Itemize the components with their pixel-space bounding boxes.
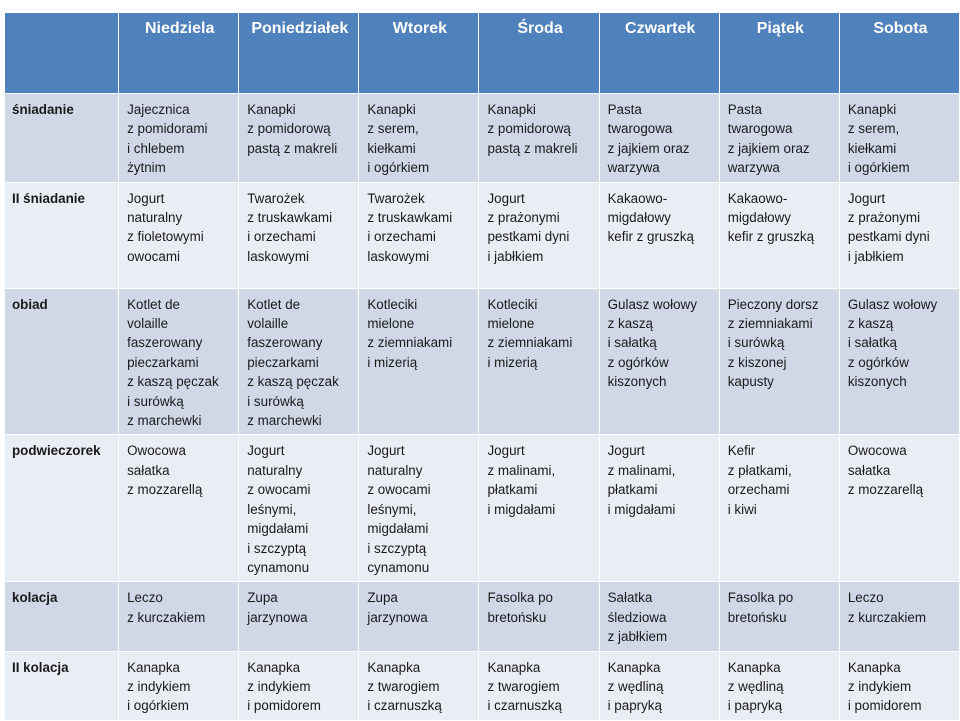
meal-label: II śniadanie <box>5 182 119 288</box>
meal-cell: Kanapka z wędliną i papryką <box>599 651 719 720</box>
meal-cell: Fasolka po bretońsku <box>719 582 839 651</box>
meal-cell: Jogurt naturalny z owocami leśnymi, migdałami i szczyptą cynamonu <box>239 435 359 582</box>
meal-cell: Sałatka śledziowa z jabłkiem <box>599 582 719 651</box>
meal-label: śniadanie <box>5 94 119 183</box>
meal-cell: Kakaowo- migdałowy kefir z gruszką <box>719 182 839 288</box>
day-header-sobota: Sobota <box>839 13 959 94</box>
meal-cell: Leczo z kurczakiem <box>839 582 959 651</box>
meal-cell: Leczo z kurczakiem <box>119 582 239 651</box>
meal-cell: Kotleciki mielone z ziemniakami i mizerią <box>359 288 479 435</box>
meal-cell: Kanapka z wędliną i papryką <box>719 651 839 720</box>
meal-cell: Zupa jarzynowa <box>239 582 359 651</box>
day-header-niedziela: Niedziela <box>119 13 239 94</box>
meal-cell: Zupa jarzynowa <box>359 582 479 651</box>
meal-cell: Kanapki z serem, kiełkami i ogórkiem <box>359 94 479 183</box>
header-row <box>5 13 960 94</box>
meal-row-ii-sniadanie <box>5 182 960 288</box>
day-header-wtorek: Wtorek <box>359 13 479 94</box>
day-header-czwartek: Czwartek <box>599 13 719 94</box>
meal-cell: Kotlet de volaille faszerowany pieczarkami z kaszą pęczak i surówką z marchewki <box>239 288 359 435</box>
meal-cell: Owocowa sałatka z mozzarellą <box>839 435 959 582</box>
meal-cell: Kanapki z pomidorową pastą z makreli <box>479 94 599 183</box>
meal-cell: Jogurt z malinami, płatkami i migdałami <box>479 435 599 582</box>
meal-cell: Gulasz wołowy z kaszą i sałatką z ogórków kiszonych <box>839 288 959 435</box>
meal-row-sniadanie <box>5 94 960 183</box>
meal-cell: Jogurt z prażonymi pestkami dyni i jabłkiem <box>479 182 599 288</box>
meal-cell: Owocowa sałatka z mozzarellą <box>119 435 239 582</box>
meal-cell: Jogurt naturalny z fioletowymi owocami <box>119 182 239 288</box>
meal-cell: Fasolka po bretońsku <box>479 582 599 651</box>
meal-cell: Pieczony dorsz z ziemniakami i surówką z kiszonej kapusty <box>719 288 839 435</box>
meal-cell: Kefir z płatkami, orzechami i kiwi <box>719 435 839 582</box>
meal-cell: Kanapki z pomidorową pastą z makreli <box>239 94 359 183</box>
day-header-poniedzialek: Poniedziałek <box>239 13 359 94</box>
meal-cell: Pasta twarogowa z jajkiem oraz warzywa <box>719 94 839 183</box>
meal-cell: Jogurt naturalny z owocami leśnymi, migdałami i szczyptą cynamonu <box>359 435 479 582</box>
meal-cell: Kanapka z indykiem i pomidorem <box>839 651 959 720</box>
meal-cell: Kanapka z indykiem i ogórkiem <box>119 651 239 720</box>
day-header-piatek: Piątek <box>719 13 839 94</box>
meal-label: podwieczorek <box>5 435 119 582</box>
meal-row-ii-kolacja <box>5 651 960 720</box>
meal-cell: Kanapka z twarogiem i czarnuszką <box>479 651 599 720</box>
header-corner <box>5 13 119 94</box>
meal-row-kolacja <box>5 582 960 651</box>
meal-cell: Twarożek z truskawkami i orzechami laskowymi <box>359 182 479 288</box>
meal-cell: Twarożek z truskawkami i orzechami laskowymi <box>239 182 359 288</box>
meal-row-podwieczorek <box>5 435 960 582</box>
meal-cell: Kanapka z indykiem i pomidorem <box>239 651 359 720</box>
meal-cell: Kanapki z serem, kiełkami i ogórkiem <box>839 94 959 183</box>
meal-row-obiad <box>5 288 960 435</box>
meal-cell: Gulasz wołowy z kaszą i sałatką z ogórków kiszonych <box>599 288 719 435</box>
meal-cell: Jajecznica z pomidorami i chlebem żytnim <box>119 94 239 183</box>
meal-cell: Kotlet de volaille faszerowany pieczarkami z kaszą pęczak i surówką z marchewki <box>119 288 239 435</box>
meal-cell: Kanapka z twarogiem i czarnuszką <box>359 651 479 720</box>
meal-label: obiad <box>5 288 119 435</box>
meal-cell: Kotleciki mielone z ziemniakami i mizerią <box>479 288 599 435</box>
meal-cell: Jogurt z malinami, płatkami i migdałami <box>599 435 719 582</box>
meal-label: kolacja <box>5 582 119 651</box>
meal-cell: Jogurt z prażonymi pestkami dyni i jabłkiem <box>839 182 959 288</box>
meal-cell: Kakaowo- migdałowy kefir z gruszką <box>599 182 719 288</box>
day-header-sroda: Środa <box>479 13 599 94</box>
meal-plan-table <box>4 12 960 721</box>
meal-cell: Pasta twarogowa z jajkiem oraz warzywa <box>599 94 719 183</box>
meal-label: II kolacja <box>5 651 119 720</box>
